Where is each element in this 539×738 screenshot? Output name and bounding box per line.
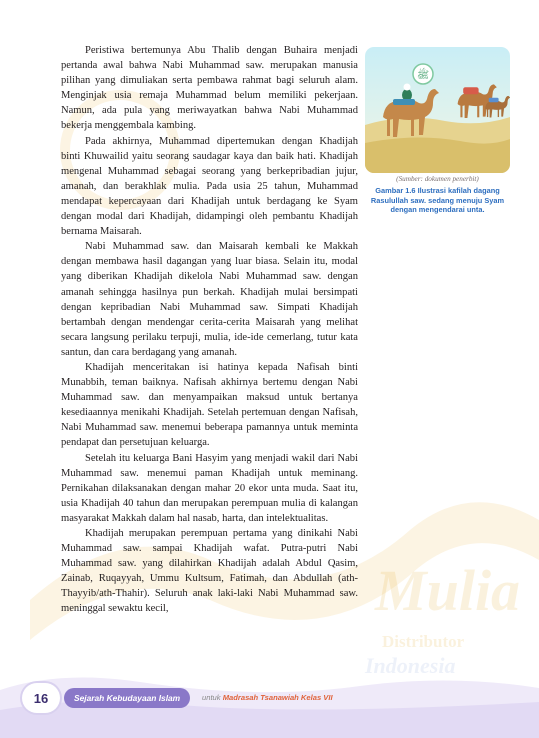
book-subtitle — [202, 693, 333, 702]
figure-caption: Gambar 1.6 Ilustrasi kafilah dagang Rasulullah saw. sedang menuju Syam dengan mengendarai unta. — [370, 186, 505, 215]
body-text — [61, 43, 358, 617]
page-number: 16 — [22, 683, 60, 713]
watermark-line3: Indonesia — [365, 653, 456, 678]
book-subtitle-target: Madrasah Tsanawiah Kelas VII — [222, 693, 333, 702]
book-title-pill: Sejarah Kebudayaan Islam — [64, 688, 190, 708]
book-subtitle-prefix: untuk — [202, 693, 221, 702]
paragraph-1: Peristiwa bertemunya Abu Thalib dengan Buhaira menjadi pertanda awal bahwa Nabi Muhammad saw. merupakan manusia pilihan yang dimuliakan serta pembawa rahmat bagi seluruh alam. Menginjak usia remaja Muhammad belum memiliki pekerjaan. Namun, ada pula yang meriwayatkan bahwa Nabi Muhammad bekerja menggembala kambing. — [61, 45, 358, 132]
watermark-line2: Distributor — [382, 632, 465, 651]
paragraph-5: Setelah itu keluarga Bani Hasyim yang menjadi wakil dari Nabi Muhammad saw. menemui paman Khadijah untuk meminang. Pernikahan dilaksanakan dengan mahar 20 ekor unta muda. Saat itu, usia Khadijah 40 tahun dan merupakan perempuan mulia di kalangan masyarakat Makkah dalam hal nasab, harta, dan intelektualitas. — [61, 452, 358, 524]
figure-source: (Sumber: dokumen penerbit) — [396, 175, 479, 183]
camel-caravan-image — [365, 47, 510, 173]
caravan-illustration — [365, 47, 510, 173]
paragraph-3: Nabi Muhammad saw. dan Maisarah kembali ke Makkah dengan membawa hasil dagangan yang luar biasa. Selain itu, modal yang diberikan Khadijah dikelola Nabi Muhammad saw. dengan amanah sehingga hasilnya pun berkah. Khadijah mulai bersimpati dengan kepribadian Nabi Muhammad saw. Simpati Khadijah bertambah dengan mendengar cerita-cerita Maisarah yang melihat secara langsung perilaku terpuji, mulia, ide-ide cemerlang, tutur kata santun, dan cara berdagang yang amanah. — [61, 241, 358, 358]
prophet-emblem: ﷺ — [416, 70, 430, 81]
watermark-line1: Mulia — [375, 558, 521, 623]
paragraph-4: Khadijah menceritakan isi hatinya kepada Nafisah binti Munabbih, teman baiknya. Nafisah akhirnya bertemu dengan Nabi Muhammad saw. dan menyampaikan maksud untuk bertanya kesediaannya menikahi Khadijah. Setelah pertemuan dengan Nafisah, Nabi Muhammad saw. menemui beberapa pamannya untuk meminta pendapat dan persetujuan keluarga. — [61, 361, 358, 449]
paragraph-2: Pada akhirnya, Muhammad dipertemukan dengan Khadijah binti Khuwailid yaitu seorang saudagar kaya dan baik hati. Khadijah mengenal Muhammad sebagai seorang yang berkepribadian jujur, amanah, dan berakhlak mulia. Pada usia 25 tahun, Muhammad mendapat kepercayaan dari Khadijah untuk berdagang ke Syam dengan modal dari Khadijah, didampingi oleh pembantu Khadijah bernama Maisarah. — [61, 135, 358, 238]
paragraph-6: Khadijah merupakan perempuan pertama yang dinikahi Nabi Muhammad saw. sampai Khadijah wafat. Putra-putri Nabi Muhammad saw. yang dilahirkan Khadijah adalah Abdul Qasim, Zainab, Ruqayyah, Ummu Kultsum, Fatimah, dan Abdullah (ath-Thayyib/ath-Thahir). Seluruh anak laki-laki Nabi Muhammad saw. meninggal sewaktu kecil, — [61, 528, 358, 615]
